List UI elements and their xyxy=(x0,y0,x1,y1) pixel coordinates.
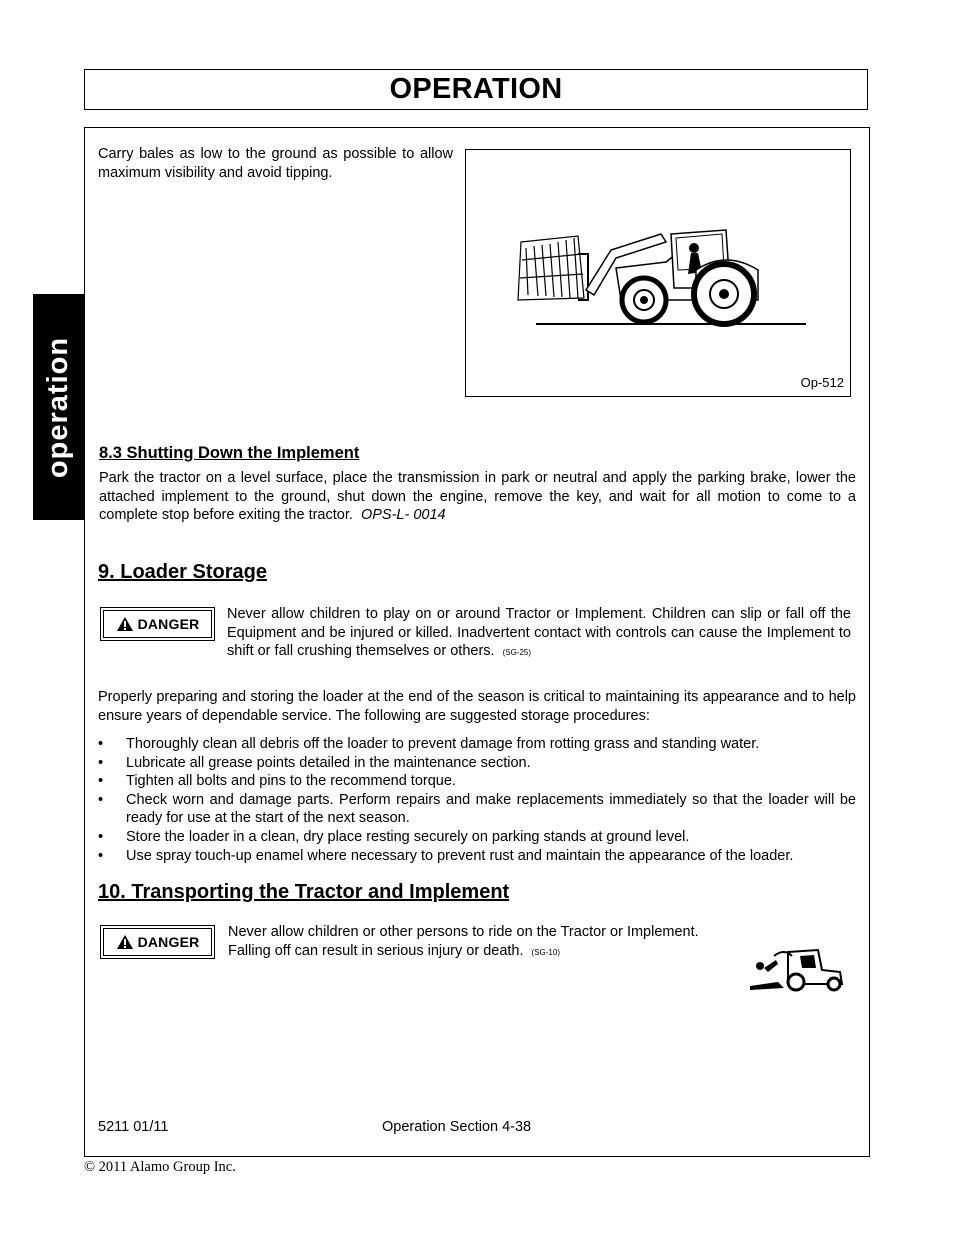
list-item: • Check worn and damage parts. Perform repairs and make replacements immediately so that the loader will be ready for use at the start of the next season. xyxy=(98,791,856,827)
page-title: OPERATION xyxy=(389,73,563,105)
warning-triangle-icon xyxy=(116,616,134,632)
section-8-3-heading: 8.3 Shutting Down the Implement xyxy=(99,444,360,462)
figure-code: Op-512 xyxy=(800,375,844,390)
tractor-bale-illustration xyxy=(466,150,850,396)
figure-tractor-bale xyxy=(465,149,851,397)
intro-paragraph: Carry bales as low to the ground as possible to allow maximum visibility and avoid tipping. xyxy=(98,146,453,181)
danger-message-2-line2: Falling off can result in serious injury or death. xyxy=(228,942,524,959)
danger-label-2 xyxy=(100,925,215,959)
copyright: © 2011 Alamo Group Inc. xyxy=(84,1159,236,1175)
storage-intro: Properly preparing and storing the loader at the end of the season is critical to maintaining its appearance and to help ensure years of dependable service. The following are suggested storage procedures: xyxy=(98,689,856,724)
danger-message-2-line1: Never allow children or other persons to ride on the Tractor or Implement. xyxy=(228,924,699,940)
page-header xyxy=(84,69,868,110)
section-9-heading: 9. Loader Storage xyxy=(98,561,267,583)
footer-section: Operation Section 4-38 xyxy=(382,1119,532,1135)
side-tab xyxy=(33,294,85,520)
section-8-3-body xyxy=(99,469,856,525)
section-8-3-text: Park the tractor on a level surface, place the transmission in park or neutral and apply the parking brake, lower the attached implement to the ground, shut down the engine, remove the key, and wait for all motion to come to a complete stop before exiting the tractor. xyxy=(99,470,856,524)
warning-triangle-icon xyxy=(116,934,134,950)
section-8-3-ref: OPS-L- 0014 xyxy=(360,507,446,524)
side-tab-label: operation xyxy=(42,336,75,478)
section-10-heading: 10. Transporting the Tractor and Implement xyxy=(98,881,510,903)
list-item: • Use spray touch-up enamel where necessary to prevent rust and maintain the appearance of the loader. xyxy=(98,847,794,864)
list-item: • Thoroughly clean all debris off the loader to prevent damage from rotting grass and standing water. xyxy=(98,736,760,752)
footer-doc-id: 5211 01/11 xyxy=(98,1119,169,1135)
list-item: • Tighten all bolts and pins to the recommend torque. xyxy=(98,773,456,790)
falling-rider-icon xyxy=(748,946,846,992)
danger-label-1 xyxy=(100,607,215,641)
storage-procedures-list xyxy=(98,735,856,865)
danger-message-2 xyxy=(228,923,748,962)
list-item: • Store the loader in a clean, dry place resting securely on parking stands at ground level. xyxy=(98,828,690,845)
danger-message-1 xyxy=(227,605,851,663)
danger-message-2-ref: (SG-10) xyxy=(531,947,560,957)
danger-message-1-text: Never allow children to play on or around Tractor or Implement. Children can slip or fall off the Equipment and be injured or killed. Inadvertent contact with controls can cause the Implement to shift or fall crushing themselves or others. xyxy=(227,606,851,660)
danger-label-1-text: DANGER xyxy=(137,616,200,632)
danger-message-1-ref: (SG-25) xyxy=(502,648,532,658)
list-item: • Lubricate all grease points detailed in the maintenance section. xyxy=(98,754,531,771)
danger-label-2-text: DANGER xyxy=(137,934,200,950)
